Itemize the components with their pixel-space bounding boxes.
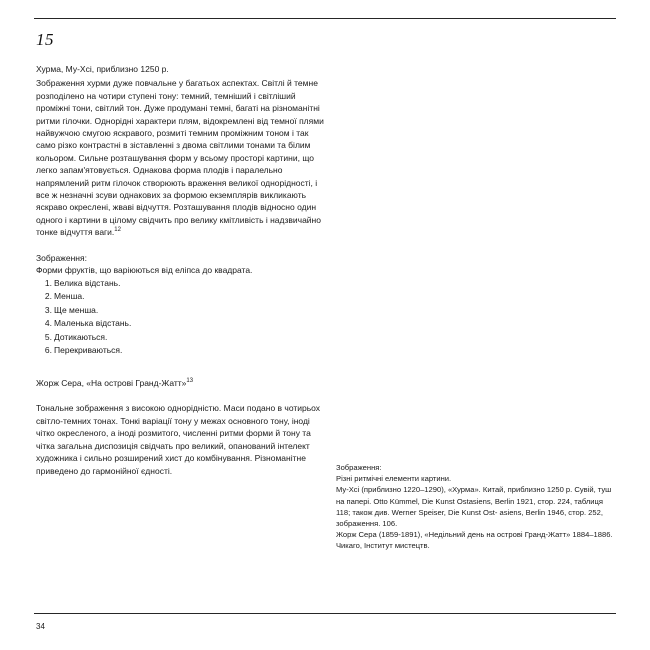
list-item-number: 6. bbox=[44, 345, 52, 356]
list-item-number: 3. bbox=[44, 304, 52, 315]
body-paragraph bbox=[36, 77, 326, 238]
list-heading: Зображення: bbox=[36, 252, 87, 263]
main-text-column bbox=[36, 63, 326, 477]
numbered-list bbox=[36, 277, 326, 359]
list-item-label: Менша. bbox=[54, 291, 85, 302]
side-note-line: Жорж Сера (1859-1891), «Недільний день на острові Гранд-Жатт» 1884–1886. Чикаго, Інститут мистецтв. bbox=[336, 530, 613, 551]
list-item-label: Ще менша. bbox=[54, 304, 99, 315]
list-item-label: Велика відстань. bbox=[54, 277, 121, 288]
side-notes-heading: Зображення: bbox=[336, 463, 382, 472]
reference-heading bbox=[36, 377, 326, 389]
list-item-label: Маленька відстань. bbox=[54, 318, 132, 329]
side-note-line: Му-Хсі (приблизно 1220–1290), «Хурма». Китай, приблизно 1250 р. Сувій, туш на папері. Otto Kümmel, Die Kunst Ostasiens, Berlin 1921, стор. 224, таблиця 118; також див. Werner Speiser, Die Kunst Ost- asiens, Berlin 1946, стор. 252, зображення. 106. bbox=[336, 485, 612, 529]
bottom-divider bbox=[34, 613, 616, 614]
top-divider bbox=[34, 18, 616, 19]
list-item-number: 4. bbox=[44, 318, 52, 329]
list-intro: Форми фруктів, що варіюються від еліпса до квадрата. bbox=[36, 265, 253, 276]
footnote-marker-12: 12 bbox=[114, 227, 121, 234]
list-item bbox=[36, 331, 326, 345]
footnote-marker-13: 13 bbox=[186, 378, 194, 385]
list-item bbox=[36, 290, 326, 304]
list-item-label: Дотикаються. bbox=[54, 331, 108, 342]
list-item bbox=[36, 304, 326, 318]
body-paragraph-text: Зображення хурми дуже повчальне у багатьох аспектах. Світлі й темне розподілено на чотири ступені тону: темний, темніший і світліший проміжні тони, світлий тон. Дуже продумані темні, багаті на різноманітні ритми гілочки. Однорідні характери плям, відокремлені від темної плями найвужчою смугою яскравого, розмиті темним проміжним тоном і так само різко контрастні в зіставленні з двома світлими тонами та білим кольором. Сильне розташування форм у всьому просторі картини, що легко запам'ятовується. Однакова форма плодів і паралельно напрямлений ритм гілочок створюють враження великої однорідності, і все ж незначні зсуви однакових за формою екземплярів викликають яскраво окреслені, жваві відчуття. Розташування плодів відносно один одного і картини в цілому свідчить про велику кмітливість і надзвичайно тонке відчуття ваги. bbox=[36, 78, 324, 238]
reference-heading-text: Жорж Сера, «На острові Гранд-Жатт» bbox=[36, 378, 187, 389]
list-item-number: 5. bbox=[44, 331, 52, 342]
list-item-number: 1. bbox=[44, 277, 52, 288]
side-note-line: Різні ритмічні елементи картини. bbox=[336, 474, 452, 484]
list-item bbox=[36, 277, 326, 291]
list-item-number: 2. bbox=[44, 291, 52, 302]
page-number: 34 bbox=[36, 622, 45, 631]
list-item bbox=[36, 317, 326, 331]
section-number: 15 bbox=[36, 30, 54, 49]
side-notes-column bbox=[336, 462, 618, 552]
artwork-title-line: Хурма, Му-Хсі, приблизно 1250 р. bbox=[36, 64, 169, 74]
list-item-label: Перекриваються. bbox=[54, 345, 123, 356]
closing-paragraph: Тональне зображення з високою однорідністю. Маси подано в чотирьох світло-темних тонах. Тонкі варіації тону у межах основного тону, іноді чітко окресленого, а іноді розмитого, численні ритми форми й тону та чітка загальна диспозиція свідчать про великий, опанований інтелект художника і сильно розширений хист до комбінування. Різноманітне приведено до гармонійної єдності. bbox=[36, 403, 321, 476]
list-item bbox=[36, 344, 326, 358]
